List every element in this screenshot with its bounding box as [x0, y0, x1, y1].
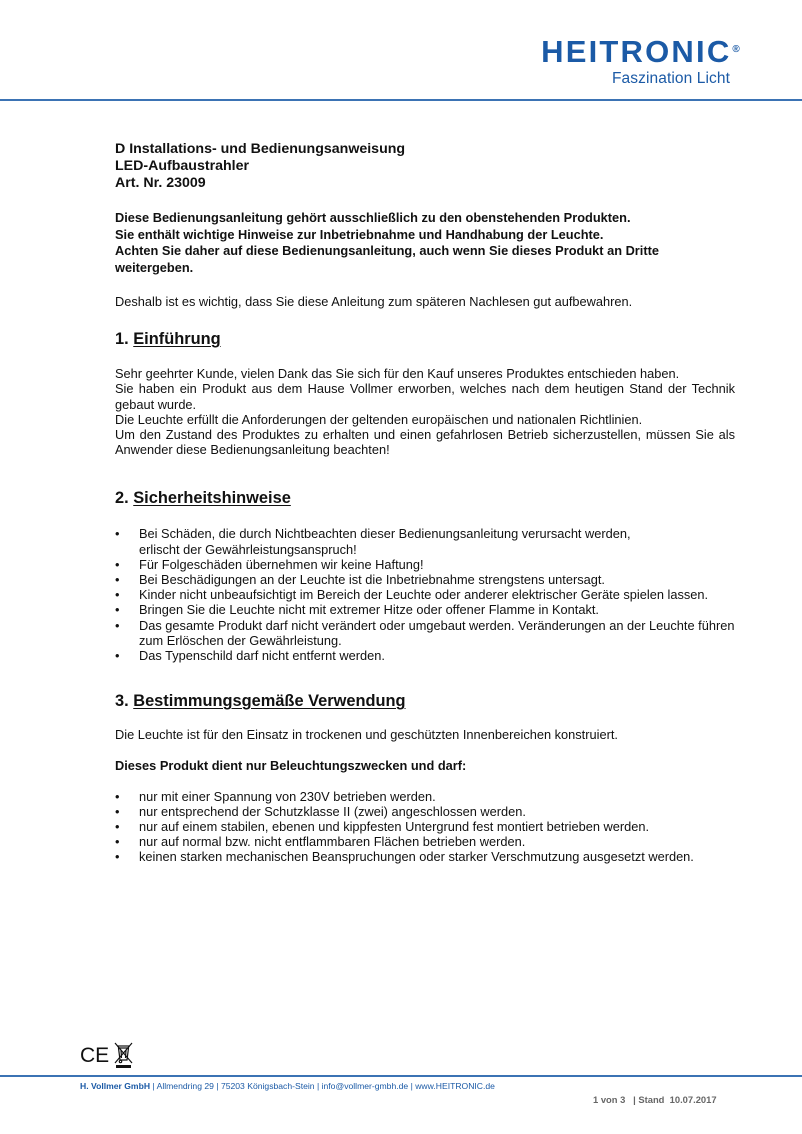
brand-logo: [541, 36, 742, 88]
footer-divider: [0, 1075, 802, 1077]
footer-email[interactable]: info@vollmer-gmbh.de: [321, 1081, 409, 1091]
usage-list: [115, 789, 735, 865]
title-line-3: Art. Nr. 23009: [115, 175, 206, 191]
section-3-paragraph: Die Leuchte ist für den Einsatz in trockenen und geschützten Innenbereichen konstruiert.: [115, 727, 618, 743]
brand-name: HEITRONIC®: [541, 34, 742, 69]
intro-line-1: Diese Bedienungsanleitung gehört ausschließlich zu den obenstehenden Produkten.: [115, 210, 631, 225]
title-line-1: D Installations- und Bedienungsanweisung: [115, 141, 406, 157]
list-item: • Bei Beschädigungen an der Leuchte ist die Inbetriebnahme strengstens untersagt.: [115, 572, 735, 587]
list-item: • nur auf normal bzw. nicht entflammbaren Flächen betrieben werden.: [115, 834, 735, 849]
footer-company: H. Vollmer GmbH | Allmendring 29 | 75203 Königsbach-Stein | info@vollmer-gmbh.de | www.HEITRONIC.de: [80, 1081, 495, 1091]
ce-mark-icon: [80, 1040, 140, 1070]
page-number: 1 von 3: [593, 1094, 626, 1105]
section-1-paragraph: Die Leuchte erfüllt die Anforderungen der geltenden europäischen und nationalen Richtlinien.: [115, 411, 643, 427]
section-1-paragraph: Sehr geehrter Kunde, vielen Dank das Sie sich für den Kauf unseres Produktes entschieden haben.: [115, 366, 680, 382]
section-heading-3: 3. Bestimmungsgemäße Verwendung: [115, 692, 406, 711]
title-line-2: LED-Aufbaustrahler: [115, 158, 250, 174]
intro-line-2: Sie enthält wichtige Hinweise zur Inbetriebnahme und Handhabung der Leuchte.: [115, 226, 604, 242]
intro-notice: [115, 210, 735, 276]
list-item: • Bei Schäden, die durch Nichtbeachten dieser Bedienungsanleitung verursacht werden, erlischt der Gewährleistungsanspruch!: [115, 526, 735, 556]
section-heading-2: 2. Sicherheitshinweise: [115, 489, 291, 508]
list-item: • Für Folgeschäden übernehmen wir keine Haftung!: [115, 557, 735, 572]
list-item: • keinen starken mechanischen Beanspruchungen oder starker Verschmutzung ausgesetzt werden.: [115, 849, 735, 864]
list-item: • Das Typenschild darf nicht entfernt werden.: [115, 648, 735, 663]
list-item: • Das gesamte Produkt darf nicht verändert oder umgebaut werden. Veränderungen an der Leuchte führen zum Erlöschen der Gewährleistung.: [115, 618, 735, 648]
list-item: • Kinder nicht unbeaufsichtigt im Bereich der Leuchte oder anderer elektrischer Geräte spielen lassen.: [115, 587, 735, 602]
certification-marks: [80, 1040, 140, 1075]
brand-tagline: Faszination Licht: [611, 70, 730, 87]
keep-instructions-note: Deshalb ist es wichtig, dass Sie diese Anleitung zum späteren Nachlesen gut aufbewahren.: [115, 294, 633, 309]
usage-subheading: Dieses Produkt dient nur Beleuchtungszwecken und darf:: [115, 758, 467, 774]
stand-date: 10.07.2017: [669, 1094, 717, 1105]
section-1-paragraph: Um den Zustand des Produktes zu erhalten und einen gefahrlosen Betrieb sicherzustellen, müssen Sie als Anwender diese Bedienungsanleitung beachten!: [115, 427, 735, 458]
list-item: • Bringen Sie die Leuchte nicht mit extremer Hitze oder offener Flamme in Kontakt.: [115, 602, 735, 617]
list-item: • nur entsprechend der Schutzklasse II (zwei) angeschlossen werden.: [115, 804, 735, 819]
intro-line-3: Achten Sie daher auf diese Bedienungsanleitung, auch wenn Sie dieses Produkt an Dritte weitergeben.: [115, 243, 659, 275]
safety-list: [115, 526, 735, 663]
footer-page-info: 1 von 3 | Stand 10.07.2017: [593, 1094, 717, 1105]
svg-text:CE: CE: [80, 1044, 110, 1067]
crossed-out-wheelie-bin-icon: [115, 1043, 132, 1063]
header-divider: [0, 99, 802, 101]
document-title: [115, 141, 735, 192]
section-1-body: [115, 366, 735, 457]
document-body: [115, 141, 735, 865]
section-heading-1: 1. Einführung: [115, 330, 221, 349]
list-item: • nur mit einer Spannung von 230V betrieben werden.: [115, 789, 735, 804]
section-1-paragraph: Sie haben ein Produkt aus dem Hause Vollmer erworben, welches nach dem heutigen Stand der Technik gebaut wurde.: [115, 381, 735, 412]
footer-website[interactable]: www.HEITRONIC.de: [415, 1081, 495, 1091]
list-item: • nur auf einem stabilen, ebenen und kippfesten Untergrund fest montiert betrieben werden.: [115, 819, 735, 834]
registered-mark: ®: [732, 44, 742, 55]
